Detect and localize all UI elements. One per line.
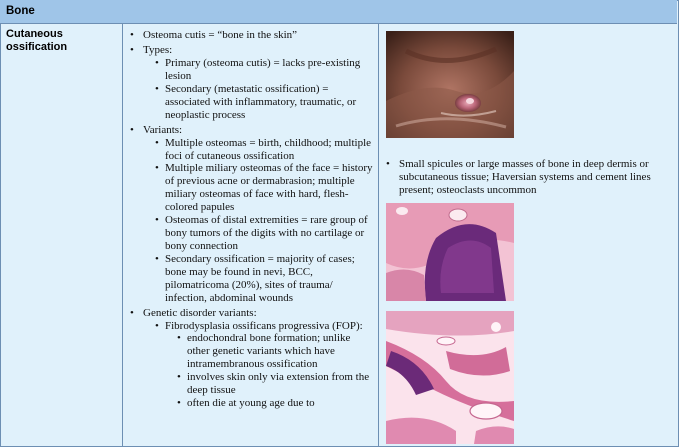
bullet-text: Osteomas of distal extremities = rare group of bony tumors of the digits with no cartilage or bony connection	[165, 214, 368, 252]
bullet-text: involves skin only via extension from the deep tissue	[187, 371, 370, 397]
bullet-text: Multiple osteomas = birth, childhood; multiple foci of cutaneous ossification	[165, 136, 372, 162]
bullet-text: Osteoma cutis = “bone in the skin”	[143, 29, 298, 41]
row-label: Cutaneous ossification	[6, 28, 68, 53]
sub-bullet	[155, 253, 375, 305]
sub-bullet	[155, 320, 375, 410]
description-bullets	[130, 29, 375, 412]
column-divider-right	[378, 24, 379, 447]
bullet-text: endochondral bone formation; unlike other genetic variants which have intramembranous ossification	[187, 332, 351, 371]
histology-photo-1	[386, 203, 514, 301]
bullet-text: Fibrodysplasia ossificans progressiva (FOP):	[165, 319, 363, 332]
bullet-text: often die at young age due to	[187, 396, 315, 409]
bullet-definition	[130, 29, 375, 42]
bullet-variants	[130, 124, 375, 305]
bullet-text: Types:	[143, 44, 173, 57]
sub-bullet	[155, 214, 375, 253]
sub-bullet	[155, 162, 375, 214]
sub-sub-bullet	[177, 397, 375, 410]
section-title: Bone	[6, 5, 35, 17]
bullet-text: Multiple miliary osteomas of the face = history of previous acne or dermabrasion; multiple miliary osteomas of face with hard, flesh-colored papules	[165, 162, 373, 214]
column-divider-left	[122, 24, 123, 447]
sub-sub-bullet	[177, 332, 375, 371]
sub-sub-bullet	[177, 371, 375, 397]
bullet-text: Variants:	[143, 123, 183, 136]
bullet-text: Primary (osteoma cutis) = lacks pre-existing lesion	[165, 57, 361, 82]
section-header	[0, 0, 677, 24]
clinical-photo	[386, 31, 514, 138]
bullet-genetic-variants	[130, 307, 375, 410]
histology-description: • Small spicules or large masses of bone in deep dermis or subcutaneous tissue; Haversian systems and cement lines present; osteoclasts uncommon	[386, 158, 676, 197]
sub-bullet	[155, 83, 375, 122]
histology-photo-2	[386, 311, 514, 444]
bullet-text: Genetic disorder variants:	[143, 306, 257, 319]
bullet-text: Secondary ossification = majority of cases; bone may be found in nevi, BCC, pilomatricoma (20%), sites of trauma/ infection, abdominal wounds	[165, 252, 355, 304]
sub-bullet	[155, 137, 375, 163]
bullet-text: Secondary (metastatic ossification) = associated with inflammatory, traumatic, or neoplastic process	[165, 82, 357, 121]
bullet-types	[130, 44, 375, 121]
sub-bullet	[155, 57, 375, 83]
